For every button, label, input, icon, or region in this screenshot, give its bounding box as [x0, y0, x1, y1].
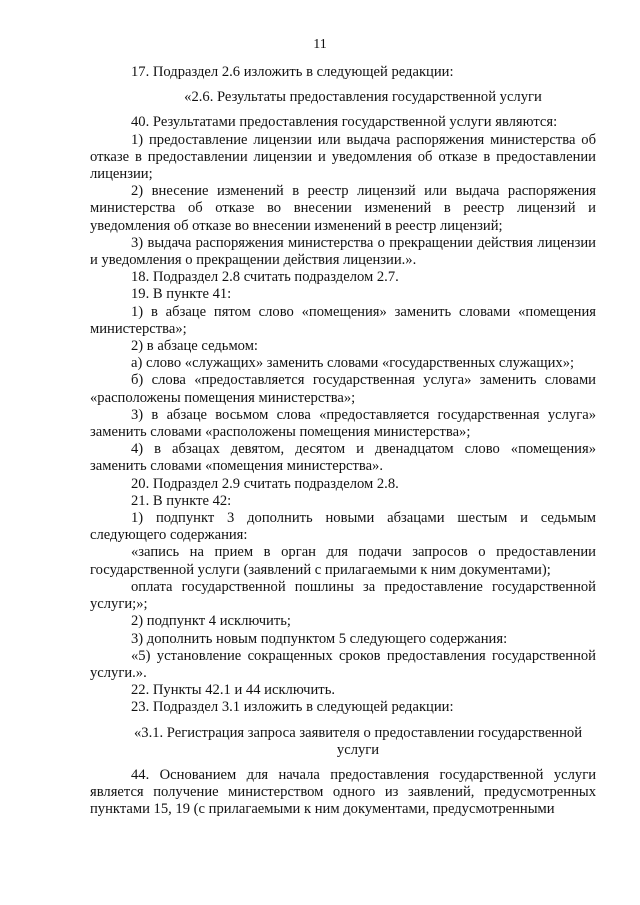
paragraph-p17: 1) подпункт 3 дополнить новыми абзацами шестым и седьмым следующего содержания:	[90, 510, 596, 544]
paragraph-p6: 3) выдача распоряжения министерства о прекращении действия лицензии и уведомления о прекращении действия лицензии.».	[90, 234, 596, 269]
paragraph-p22: «5) установление сокращенных сроков предоставления государственной услуги.».	[90, 647, 596, 681]
paragraph-p24: 23. Подраздел 3.1 изложить в следующей редакции:	[131, 699, 454, 716]
paragraph-p3: 40. Результатами предоставления государственной услуги являются:	[131, 114, 558, 131]
paragraph-p4: 1) предоставление лицензии или выдача распоряжения министерства об отказе в предоставлении лицензии и уведомления об отказе в предоставлении лицензии;	[90, 131, 596, 183]
paragraph-p5: 2) внесение изменений в реестр лицензий или выдача распоряжения министерства об отказе во внесении изменений в реестр лицензий и уведомления об отказе во внесении изменений в реестр лицензий;	[90, 183, 596, 234]
paragraph-p23: 22. Пункты 42.1 и 44 исключить.	[131, 682, 335, 699]
paragraph-p21: 3) дополнить новым подпунктом 5 следующего содержания:	[131, 630, 508, 647]
paragraph-p13: 3) в абзаце восьмом слова «предоставляется государственная услуга» заменить словами «расположены помещения министерства»;	[90, 406, 596, 441]
paragraph-p8: 19. В пункте 41:	[131, 286, 232, 303]
paragraph-p25: «3.1. Регистрация запроса заявителя о предоставлении государственной услуги	[133, 724, 583, 758]
paragraph-p10: 2) в абзаце седьмом:	[131, 338, 258, 355]
paragraph-p11: а) слово «служащих» заменить словами «государственных служащих»;	[131, 355, 575, 372]
paragraph-p18: «запись на прием в орган для подачи запросов о предоставлении государственной услуги (заявлений с прилагаемыми к ним документами);	[90, 544, 596, 578]
paragraph-p16: 21. В пункте 42:	[131, 492, 232, 509]
paragraph-p7: 18. Подраздел 2.8 считать подразделом 2.7.	[131, 269, 399, 286]
paragraph-p12: б) слова «предоставляется государственная услуга» заменить словами «расположены помещения министерства»;	[90, 372, 596, 406]
paragraph-p20: 2) подпункт 4 исключить;	[131, 613, 291, 630]
paragraph-p9: 1) в абзаце пятом слово «помещения» заменить словами «помещения министерства»;	[90, 303, 596, 337]
paragraph-p26: 44. Основанием для начала предоставления государственной услуги является получение министерством одного из заявлений, предусмотренных пунктами 15, 19 (с прилагаемыми к ним документами, предусмотренными	[90, 766, 596, 818]
paragraph-p19: оплата государственной пошлины за предоставление государственной услуги;»;	[90, 578, 596, 613]
paragraph-p14: 4) в абзацах девятом, десятом и двенадцатом слово «помещения» заменить словами «помещения министерства».	[90, 441, 596, 475]
paragraph-p1: 17. Подраздел 2.6 изложить в следующей редакции:	[131, 64, 454, 80]
page-number: 11	[313, 37, 327, 52]
paragraph-p15: 20. Подраздел 2.9 считать подразделом 2.8.	[131, 475, 399, 492]
paragraph-p2: «2.6. Результаты предоставления государственной услуги	[184, 89, 542, 106]
document-body	[90, 64, 596, 819]
